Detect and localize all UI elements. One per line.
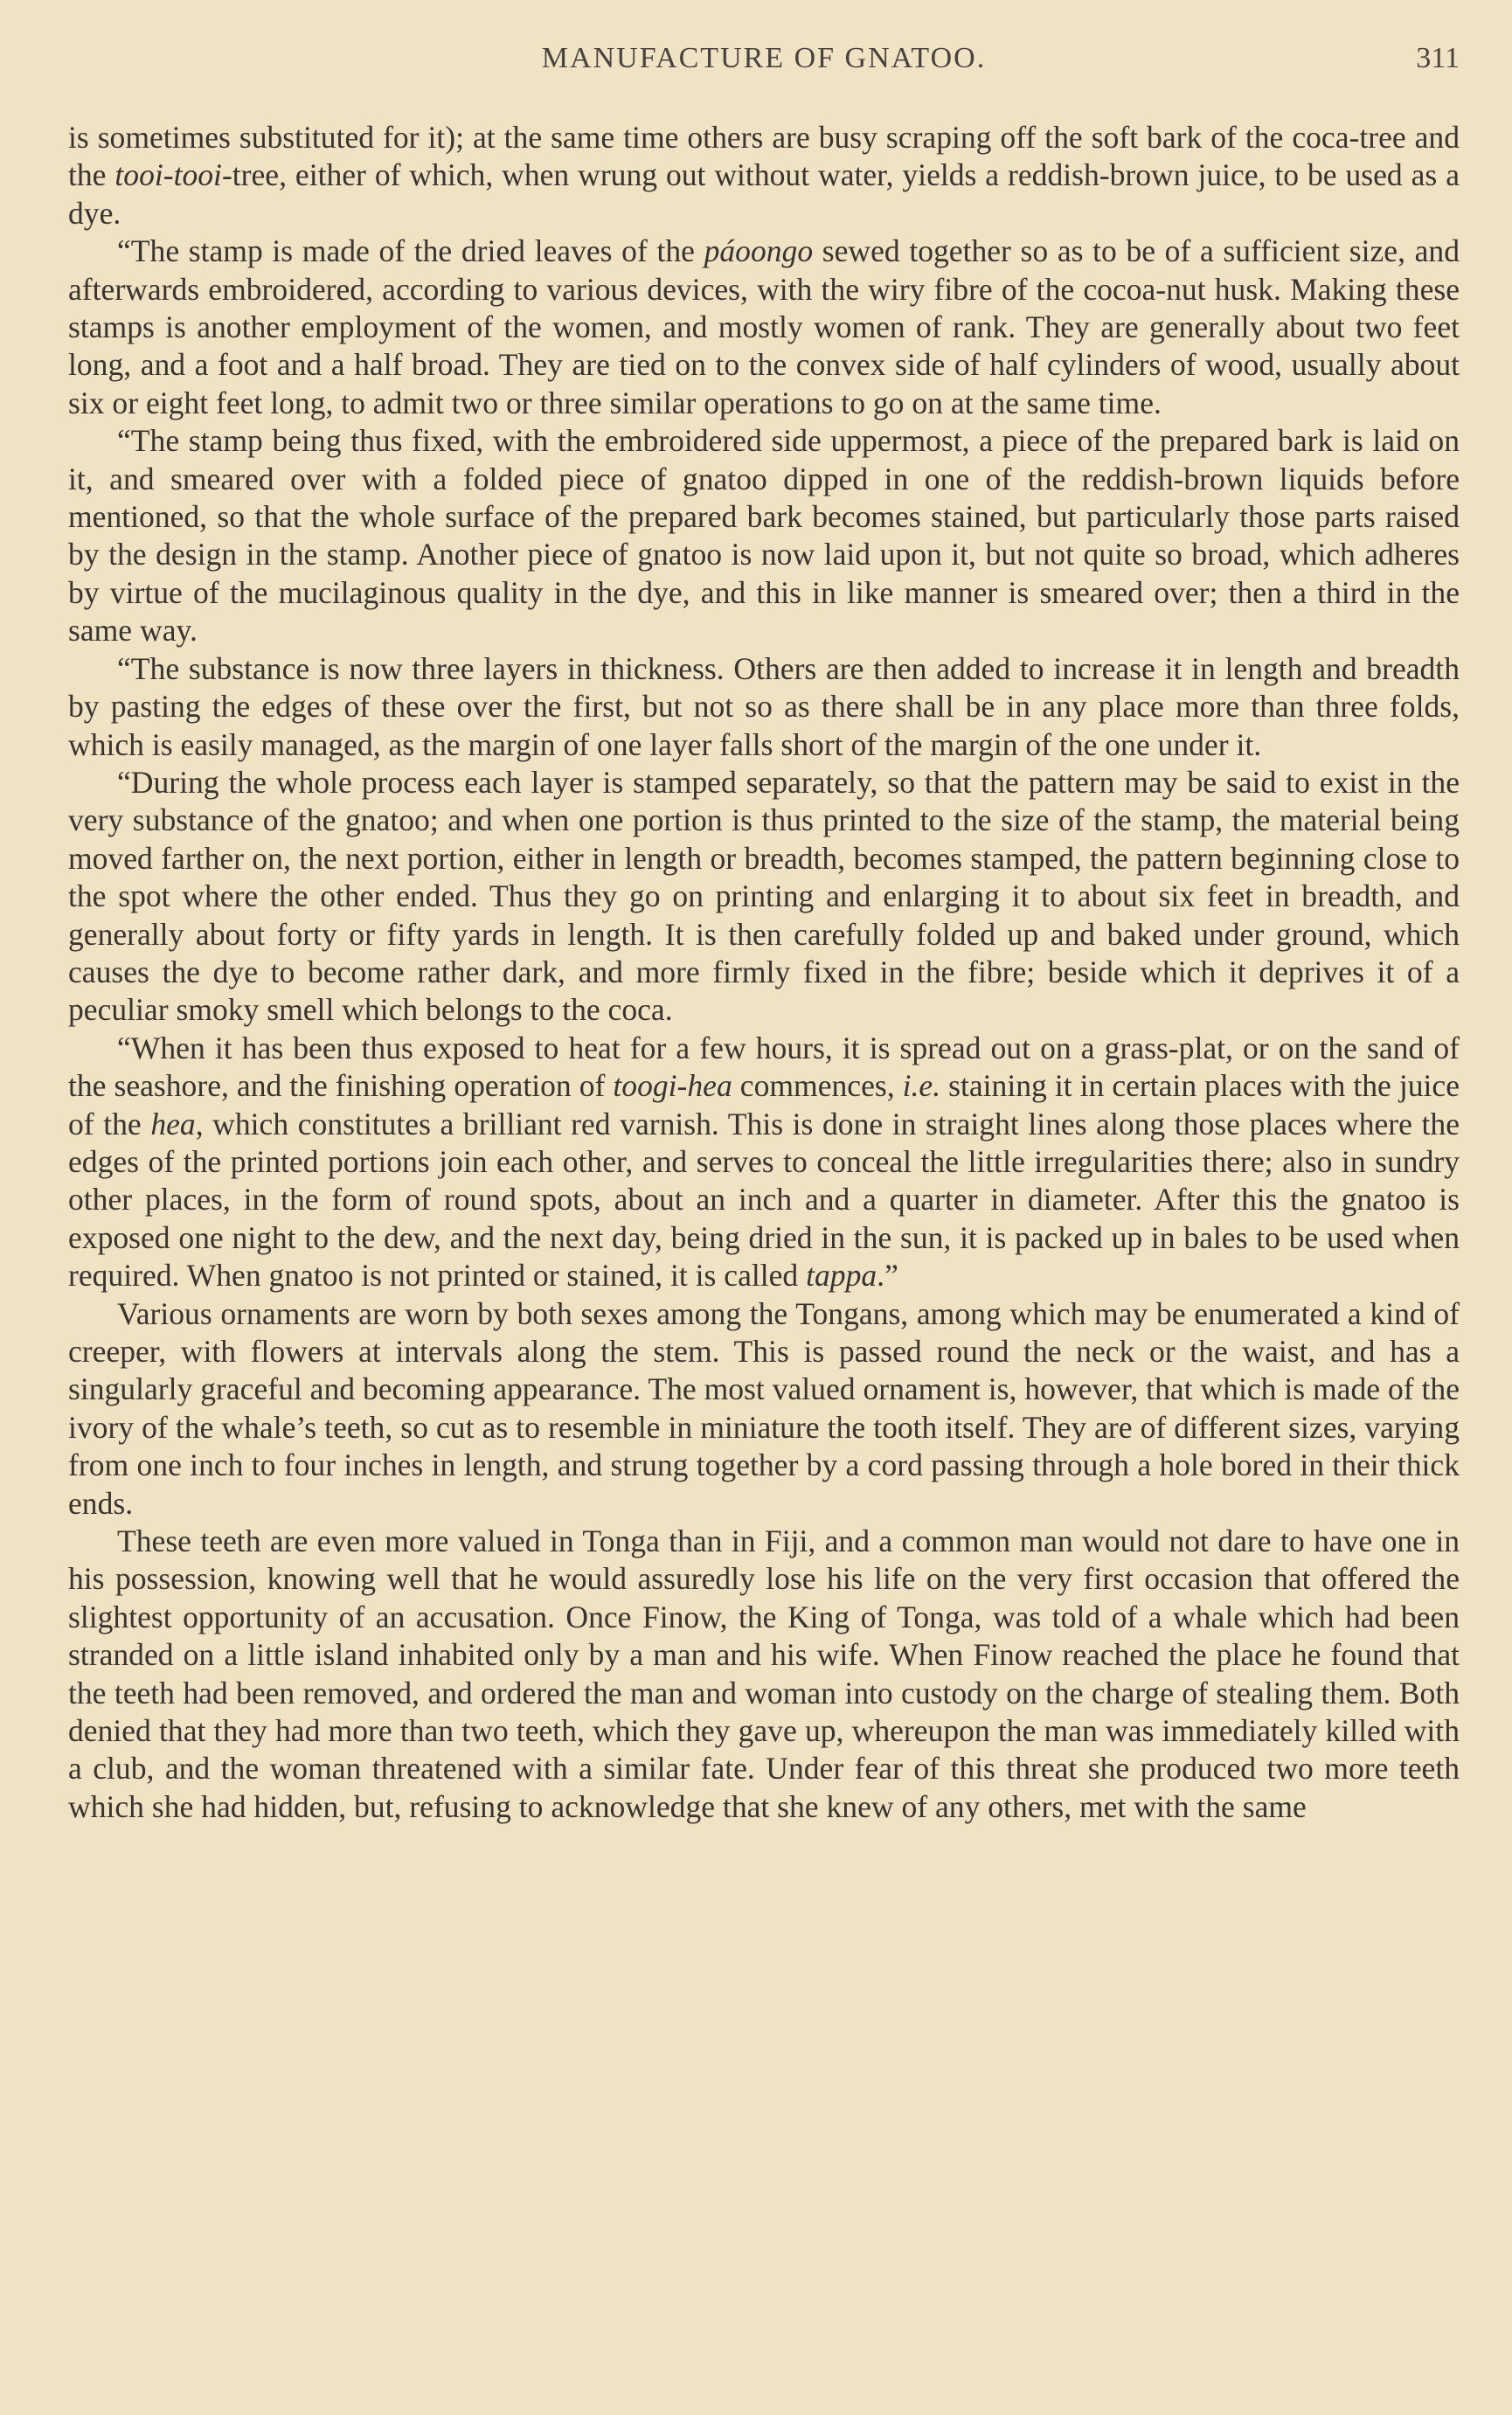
page-number: 311 — [1416, 42, 1460, 74]
text-run: , which constitutes a brilliant red varnish. This is done in straight lines along those places where the edges of the printed portions join each other, and serves to conceal the little irregularities there; also in sundry other places, in the form of round spots, about an inch and a quarter in diameter. After this the gnatoo is exposed one night to the dew, and the next day, being dried in the sun, it is packed up in bales to be used when required. When gnatoo is not printed or stained, it is called — [68, 1106, 1460, 1294]
paragraph — [68, 119, 1460, 232]
paragraph — [68, 1295, 1460, 1523]
text-run: is sometimes substituted for it); at the same time others are busy scraping off the soft bark of the coca-tree and the — [68, 120, 1460, 193]
text-run: “When it has been thus exposed to heat for a few hours, it is spread out on a grass-plat, or on the sand of the seashore, and the finishing operation of — [68, 1030, 1460, 1104]
text-run: “The stamp is made of the dried leaves of the — [117, 233, 704, 269]
italic-term: hea — [150, 1106, 196, 1142]
text-run: “The substance is now three layers in thickness. Others are then added to increase it in length and breadth by pasting the edges of these over the first, but not so as there shall be in any place more than three folds, which is easily managed, as the margin of one layer falls short of the margin of the one under it. — [68, 650, 1460, 762]
paragraph — [68, 232, 1460, 422]
text-run: “The stamp being thus fixed, with the embroidered side uppermost, a piece of the prepared bark is laid on it, and smeared over with a folded piece of gnatoo dipped in one of the reddish-brown liquids before mentioned, so that the whole surface of the prepared bark becomes stained, but particularly those parts raised by the design in the stamp. Another piece of gnatoo is now laid upon it, but not quite so broad, which adheres by virtue of the mucilaginous quality in the dye, and this in like manner is smeared over; then a third in the same way. — [68, 423, 1460, 649]
text-run: sewed together so as to be of a sufficient size, and afterwards embroidered, according to various devices, with the wiry fibre of the cocoa-nut husk. Making these stamps is another employment of the women, and mostly women of rank. They are generally about two feet long, and a foot and a half broad. They are tied on to the convex side of half cylinders of wood, usually about six or eight feet long, to admit two or three similar operations to go on at the same time. — [68, 233, 1460, 420]
paragraph — [68, 422, 1460, 649]
body-text — [68, 119, 1460, 1826]
text-run: commences, — [732, 1068, 903, 1104]
italic-term: toogi-hea — [613, 1068, 732, 1104]
italic-term: páoongo — [704, 233, 814, 269]
running-head — [68, 42, 1460, 87]
text-run: Various ornaments are worn by both sexes among the Tongans, among which may be enumerated a kind of creeper, with flowers at intervals along the stem. This is passed round the neck or the waist, and has a singularly graceful and becoming appearance. The most valued ornament is, however, that which is made of the ivory of the whale’s teeth, so cut as to resemble in miniature the tooth itself. They are of different sizes, varying from one inch to four inches in length, and strung together by a cord passing through a hole bored in their thick ends. — [68, 1295, 1460, 1521]
paragraph — [68, 1523, 1460, 1826]
text-run: .” — [877, 1258, 898, 1294]
text-run: -tree, either of which, when wrung out without water, yields a reddish-brown juice, to be used as a dye. — [68, 157, 1460, 231]
italic-term: tappa — [806, 1258, 877, 1294]
italic-term: tooi-tooi — [114, 157, 222, 193]
text-run: “During the whole process each layer is stamped separately, so that the pattern may be said to exist in the very substance of the gnatoo; and when one portion is thus printed to the size of the stamp, the material being moved farther on, the next portion, either in length or breadth, becomes stamped, the pattern beginning close to the spot where the other ended. Thus they go on printing and enlarging it to about six feet in breadth, and generally about forty or fifty yards in length. It is then carefully folded up and baked under ground, which causes the dye to become rather dark, and more firmly fixed in the fibre; beside which it deprives it of a peculiar smoky smell which belongs to the coca. — [68, 764, 1460, 1028]
italic-term: i.e. — [902, 1068, 941, 1104]
running-title: MANUFACTURE OF GNATOO. — [541, 42, 987, 74]
paragraph — [68, 764, 1460, 1030]
paragraph — [68, 1030, 1460, 1295]
text-run: These teeth are even more valued in Tonga than in Fiji, and a common man would not dare to have one in his possession, knowing well that he would assuredly lose his life on the very first occasion that offered the slightest opportunity of an accusation. Once Finow, the King of Tonga, was told of a whale which had been stranded on a little island inhabited only by a man and his wife. When Finow reached the place he found that the teeth had been removed, and ordered the man and woman into custody on the charge of stealing them. Both denied that they had more than two teeth, which they gave up, whereupon the man was immediately killed with a club, and the woman threatened with a similar fate. Under fear of this threat she produced two more teeth which she had hidden, but, refusing to acknowledge that she knew of any others, met with the same — [68, 1523, 1460, 1824]
text-run: staining it in certain places with the juice of the — [68, 1068, 1460, 1142]
paragraph — [68, 650, 1460, 764]
